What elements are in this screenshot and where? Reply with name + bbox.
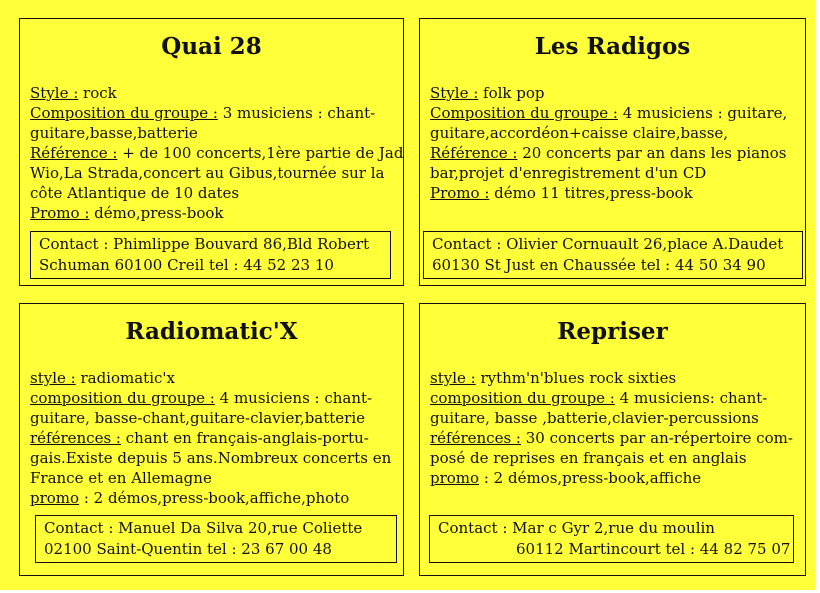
field-label: Référence :: [430, 144, 518, 162]
field-value: rythm'n'blues rock sixties: [475, 369, 677, 387]
field-value: + de 100 concerts,1ère partie de Jad: [117, 144, 404, 162]
field-label: références :: [430, 429, 521, 447]
promo-line: [430, 183, 795, 203]
field-label: Composition du groupe :: [430, 104, 618, 122]
band-details: [430, 83, 795, 203]
style-line: [30, 83, 393, 103]
contact-line: Contact : Mar c Gyr 2,rue du moulin: [438, 519, 715, 537]
field-value: 3 musiciens : chant-: [217, 104, 376, 122]
composition-continued: guitare,accordéon+caisse claire,basse,: [430, 124, 729, 142]
band-details: [30, 83, 404, 223]
field-label: style :: [430, 369, 476, 387]
band-title: Repriser: [557, 318, 668, 345]
field-value: 4 musiciens : guitare,: [617, 104, 788, 122]
field-value: 30 concerts par an-répertoire com-: [520, 429, 793, 447]
composition-continued: guitare, basse ,batterie,clavier-percussions: [430, 409, 759, 427]
band-card-quai-28: [19, 18, 404, 286]
reference-continued: bar,projet d'enregistrement d'un CD: [430, 164, 707, 182]
reference-line: [430, 143, 795, 163]
band-details: [430, 368, 795, 488]
contact-box: [429, 515, 794, 563]
composition-line: [30, 103, 393, 123]
style-line: [430, 368, 795, 388]
field-label: Style :: [30, 84, 79, 102]
band-title: Quai 28: [161, 33, 262, 60]
contact-line: Contact : Manuel Da Silva 20,rue Coliette: [44, 519, 363, 537]
field-value: rock: [78, 84, 117, 102]
composition-continued: guitare, basse-chant,guitare-clavier,batterie: [30, 409, 366, 427]
field-label: promo: [430, 469, 480, 487]
field-label: Promo :: [430, 184, 490, 202]
field-label: promo: [30, 489, 80, 507]
field-label: références :: [30, 429, 121, 447]
contact-line: Contact : Phimlippe Bouvard 86,Bld Robert: [39, 235, 370, 253]
band-details: [30, 368, 393, 508]
composition-line: [30, 388, 393, 408]
contact-line: 60112 Martincourt tel : 44 82 75 07: [516, 540, 791, 558]
reference-line: [30, 143, 404, 163]
field-value: 4 musiciens: chant-: [614, 389, 768, 407]
reference-continued: Wio,La Strada,concert au Gibus,tournée sur la: [30, 164, 385, 182]
field-value: chant en français-anglais-portu-: [120, 429, 369, 447]
field-value: : 2 démos,press-book,affiche,photo: [79, 489, 350, 507]
reference-line: [30, 428, 393, 448]
field-value: folk pop: [478, 84, 545, 102]
field-value: 4 musiciens : chant-: [214, 389, 373, 407]
contact-box: [30, 231, 391, 279]
promo-line: [430, 468, 795, 488]
field-label: Style :: [430, 84, 479, 102]
band-card-radiomatic-x: [19, 303, 404, 576]
composition-line: [430, 103, 795, 123]
contact-line: 60130 St Just en Chaussée tel : 44 50 34 90: [432, 256, 766, 274]
field-value: démo 11 titres,press-book: [489, 184, 693, 202]
field-label: Composition du groupe :: [30, 104, 218, 122]
field-label: composition du groupe :: [430, 389, 615, 407]
contact-box: [423, 231, 803, 279]
contact-line: Contact : Olivier Cornuault 26,place A.Daudet: [432, 235, 784, 253]
composition-line: [430, 388, 795, 408]
reference-continued: gais.Existe depuis 5 ans.Nombreux concerts en: [30, 449, 392, 467]
field-value: 20 concerts par an dans les pianos: [517, 144, 787, 162]
field-label: style :: [30, 369, 76, 387]
reference-continued: posé de reprises en français et en anglais: [430, 449, 747, 467]
promo-line: [30, 203, 393, 223]
style-line: [30, 368, 393, 388]
promo-line: [30, 488, 393, 508]
contact-line: Schuman 60100 Creil tel : 44 52 23 10: [39, 256, 334, 274]
contact-line: 02100 Saint-Quentin tel : 23 67 00 48: [44, 540, 332, 558]
contact-box: [35, 515, 397, 563]
field-value: démo,press-book: [89, 204, 224, 222]
reference-line: [430, 428, 795, 448]
field-value: radiomatic'x: [75, 369, 175, 387]
band-title: Radiomatic'X: [125, 318, 298, 345]
style-line: [430, 83, 795, 103]
band-card-les-radigos: [419, 18, 806, 286]
field-label: Référence :: [30, 144, 118, 162]
band-card-repriser: [419, 303, 806, 576]
field-label: composition du groupe :: [30, 389, 215, 407]
composition-continued: guitare,basse,batterie: [30, 124, 198, 142]
band-title: Les Radigos: [534, 33, 691, 60]
field-label: Promo :: [30, 204, 90, 222]
field-value: : 2 démos,press-book,affiche: [479, 469, 702, 487]
reference-continued: France et en Allemagne: [30, 469, 212, 487]
reference-continued: côte Atlantique de 10 dates: [30, 184, 240, 202]
